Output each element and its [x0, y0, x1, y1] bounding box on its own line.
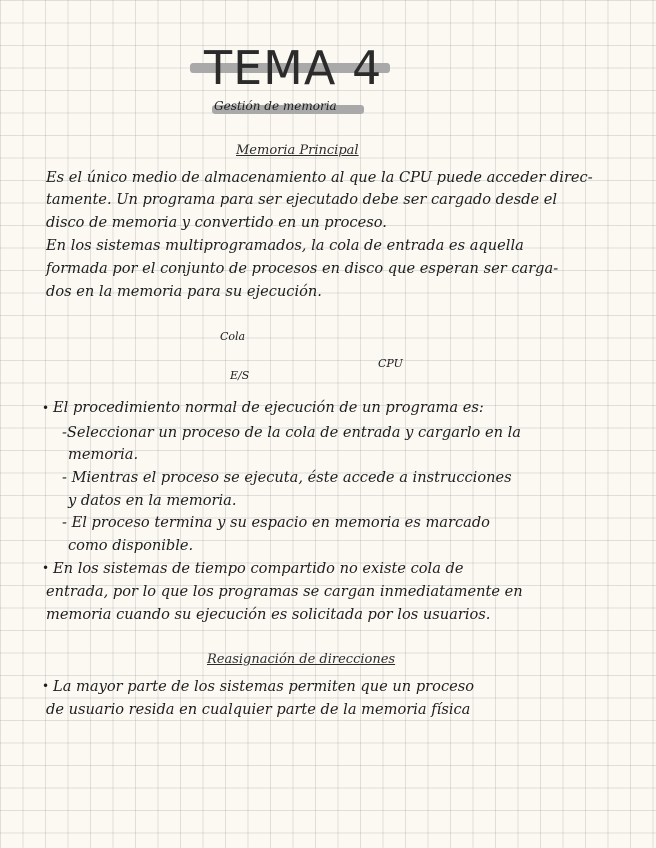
text-line: entrada, por lo que los programas se cargan inmediatamente en — [46, 583, 523, 600]
text-line: dos en la memoria para su ejecución. — [46, 283, 322, 300]
text-line: tamente. Un programa para ser ejecutado debe ser cargado desde el — [46, 191, 558, 208]
bullet-dot: • — [42, 679, 50, 693]
text-line: En los sistemas de tiempo compartido no existe cola de — [53, 560, 464, 577]
list-item-continuation: y datos en la memoria. — [68, 492, 237, 509]
text-line: memoria cuando su ejecución es solicitada por los usuarios. — [46, 606, 491, 623]
page-title: TEMA 4 — [204, 41, 383, 95]
list-item: - Mientras el proceso se ejecuta, éste accede a instrucciones — [62, 469, 512, 486]
section-heading-reasignacion: Reasignación de direcciones — [207, 652, 396, 667]
diagram-label-cola: Cola — [220, 330, 246, 343]
text-line: disco de memoria y convertido en un proceso. — [46, 214, 387, 231]
bullet-dot: • — [42, 561, 50, 575]
diagram-label-cpu: CPU — [378, 357, 403, 370]
text-line: La mayor parte de los sistemas permiten que un proceso — [53, 678, 475, 695]
text-line: de usuario resida en cualquier parte de la memoria física — [46, 701, 471, 718]
text-line: formada por el conjunto de procesos en disco que esperan ser carga- — [46, 260, 559, 277]
page-subtitle: Gestión de memoria — [214, 99, 337, 113]
list-item: -Seleccionar un proceso de la cola de entrada y cargarlo en la — [62, 424, 522, 441]
text-line: Es el único medio de almacenamiento al que la CPU puede acceder direc- — [46, 169, 593, 186]
diagram-label-es: E/S — [230, 369, 250, 382]
list-item-continuation: como disponible. — [68, 537, 194, 554]
section-heading-memoria-principal: Memoria Principal — [236, 143, 359, 158]
text-line: En los sistemas multiprogramados, la cola de entrada es aquella — [46, 237, 524, 254]
list-item: - El proceso termina y su espacio en memoria es marcado — [62, 514, 490, 531]
bullet-dot: • — [42, 401, 50, 415]
text-line: El procedimiento normal de ejecución de un programa es: — [53, 399, 484, 416]
list-item-continuation: memoria. — [68, 446, 139, 463]
